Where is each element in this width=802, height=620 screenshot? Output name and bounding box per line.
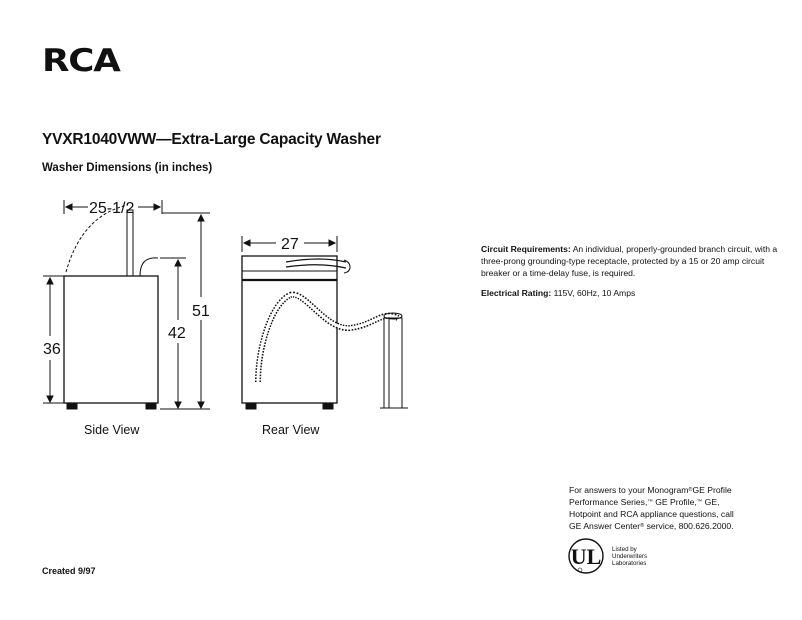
ul-caption: Listed by Underwriters Laboratories bbox=[612, 546, 648, 568]
rating-text: 115V, 60Hz, 10 Amps bbox=[553, 288, 636, 298]
side-width-label: 25-1/2 bbox=[89, 200, 135, 217]
circuit-label: Circuit Requirements: bbox=[481, 244, 571, 254]
electrical-rating bbox=[481, 287, 781, 299]
ul-mark-text: UL bbox=[570, 544, 602, 569]
body-height-dimension bbox=[43, 276, 64, 403]
rear-view-label: Rear View bbox=[262, 423, 320, 437]
section-title: Washer Dimensions (in inches) bbox=[42, 162, 213, 174]
side-view-drawing bbox=[64, 205, 158, 409]
answer-center-note: For answers to your Monogram®GE Profile Performance Series,™ GE Profile,™ GE, Hotpoint and RCA appliance questions, call GE Answer Center® service, 800.626.2000. bbox=[569, 485, 734, 531]
rear-view-drawing bbox=[242, 256, 408, 409]
rca-logo-text: RCA bbox=[42, 44, 120, 74]
page-title: YVXR1040VWW—Extra-Large Capacity Washer bbox=[42, 131, 381, 148]
body-height-label: 36 bbox=[43, 341, 61, 358]
overall-height-label: 51 bbox=[192, 303, 210, 320]
panel-height-label: 42 bbox=[168, 325, 186, 342]
circuit-text: An individual, properly-grounded branch circuit, with a three-prong grounding-type receptacle, protected by a 15 or 20 amp circuit breaker or a time-delay fuse, is required. bbox=[481, 244, 778, 278]
created-date: Created 9/97 bbox=[42, 566, 96, 576]
side-view-label: Side View bbox=[84, 423, 140, 437]
circuit-requirements bbox=[481, 243, 781, 279]
rating-label: Electrical Rating: bbox=[481, 288, 552, 298]
rear-width-label: 27 bbox=[281, 236, 299, 253]
